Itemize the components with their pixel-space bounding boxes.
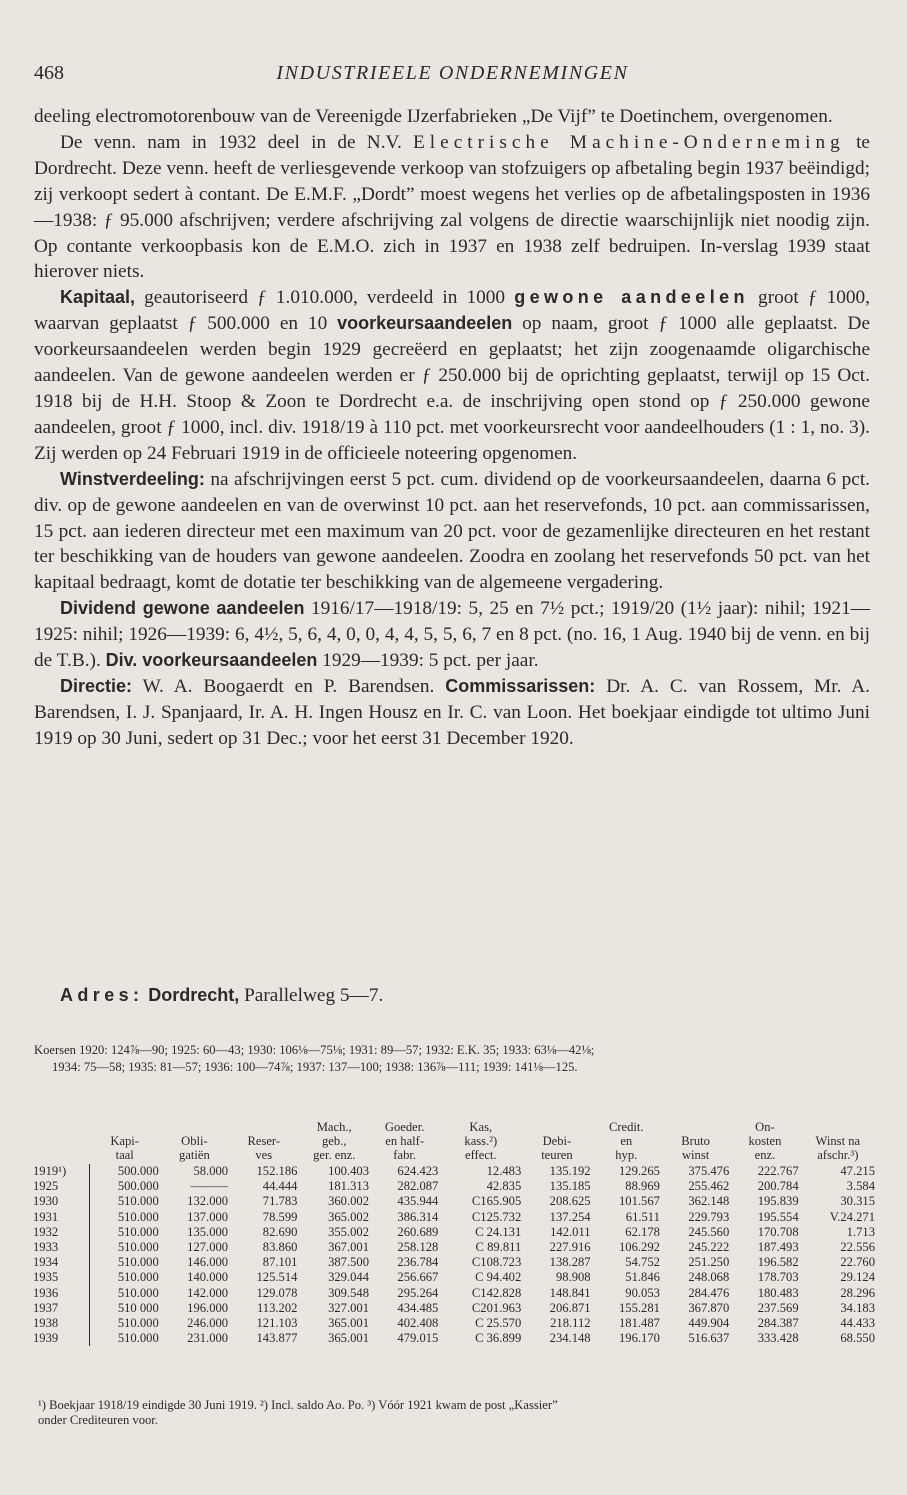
table-header-cell	[32, 1120, 90, 1164]
table-cell: 329.044	[328, 1270, 369, 1285]
table-cell: 362.148	[688, 1194, 730, 1209]
table-cell: C 25.570	[475, 1316, 522, 1331]
table-cell: 360.002	[328, 1194, 369, 1209]
paragraph-kapitaal	[34, 285, 870, 466]
table-header-line: kass.²)	[464, 1134, 498, 1148]
table-cell: 143.877	[256, 1331, 298, 1346]
table-cell: ———	[190, 1179, 229, 1194]
table-header-cell	[90, 1120, 160, 1164]
table-cell: 222.767	[757, 1164, 799, 1178]
winstverdeeling-text: na afschrijvingen eerst 5 pct. cum. dividend op de voorkeursaandeelen, daarna 6 pct. div. op de gewone aandeelen en van de overwinst 10 pct. aan het reservefonds, 10 pct. aan commissarissen, 15 pct. aan iederen directeur met een maximum van 20 pct. voor de gezamenlijke directeuren en het restant ter beschikking van de houders van gewone aandeelen. Zoodra en zoolang het reservefonds 50 pct. van het kapitaal bedraagt, komt de dotatie ter beschikking van de algemeene vergadering.	[34, 468, 870, 594]
table-cell: 152.186	[256, 1164, 298, 1178]
table-cell: 282.087	[397, 1179, 439, 1194]
table-cell: 479.015	[397, 1331, 439, 1346]
table-header-line: teuren	[541, 1148, 573, 1162]
table-cell: 125.514	[256, 1270, 298, 1285]
table-cell: 1919¹)	[32, 1164, 90, 1179]
table-cell: 435.944	[397, 1194, 439, 1209]
table-cell: 208.625	[549, 1194, 591, 1209]
table-row	[32, 1255, 876, 1270]
kapitaal-text-b: geautoriseerd ƒ 1.010.000, verdeeld in 1000	[135, 287, 515, 309]
table-cell: 148.841	[549, 1285, 591, 1300]
table-cell: 1.713	[846, 1224, 875, 1239]
table-cell: 206.871	[549, 1300, 591, 1315]
paragraph-emo-text-c: te Dordrecht. Deze venn. heeft de verliesgevende verkoop van stofzuigers op afbetaling begin 1937 beëindigd; zij verkoopt sedert à contant. De E.M.F. „Dordt” moest wegens het verlies op de afbetalingsposten in 1936—1938: ƒ 95.000 afschrijven; verdere afschrijving zal volgens de directie waarschijnlijk niet noodig zijn. Op contante verkoopbasis kon de E.M.O. zich in 1937 en 1938 zelf bedruipen. In-verslag 1939 staat hierover niets.	[34, 131, 870, 283]
table-cell: 1925	[32, 1179, 90, 1194]
table-cell: 234.148	[549, 1331, 591, 1346]
table-header-cell	[522, 1120, 591, 1164]
table-cell: 284.387	[757, 1316, 799, 1331]
article-body	[34, 104, 870, 752]
table-header-line	[33, 1134, 89, 1148]
table-cell: 44.433	[840, 1316, 875, 1331]
financial-table-body	[32, 1164, 876, 1346]
table-header-cell	[730, 1120, 799, 1164]
table-header-line: Credit.	[608, 1120, 644, 1134]
table-cell: C 24.131	[475, 1224, 522, 1239]
table-header-line: en	[620, 1134, 633, 1148]
table-cell: 101.567	[619, 1194, 660, 1209]
label-kapitaal: Kapitaal,	[60, 287, 136, 308]
table-cell: 121.103	[256, 1316, 298, 1331]
koersen-block	[34, 1042, 874, 1076]
table-cell: 137.254	[549, 1209, 591, 1224]
table-cell: 71.783	[262, 1194, 298, 1209]
table-cell: 255.462	[688, 1179, 730, 1194]
table-header-line: fabr.	[393, 1148, 417, 1162]
table-cell: 30.315	[840, 1194, 875, 1209]
table-header-line: Obli-	[181, 1134, 208, 1148]
table-header-line: winst	[681, 1148, 710, 1162]
label-directie: Directie:	[60, 675, 133, 696]
table-row	[32, 1316, 876, 1331]
table-cell: 135.185	[549, 1179, 591, 1194]
table-cell: 88.969	[625, 1179, 660, 1194]
table-cell: 82.690	[262, 1224, 298, 1239]
table-row	[32, 1286, 876, 1301]
footnote-line-1: ¹) Boekjaar 1918/19 eindigde 30 Juni 1919. ²) Incl. saldo Ao. Po. ³) Vóór 1921 kwam de post „Kassier”	[38, 1398, 558, 1412]
page-title: INDUSTRIEELE ONDERNEMINGEN	[276, 62, 629, 84]
table-header-line	[801, 1120, 875, 1134]
table-header-cell	[370, 1120, 439, 1164]
table-cell: 367.001	[328, 1240, 369, 1255]
koersen-line-2: 1934: 75—58; 1935: 81—57; 1936: 100—74⅞; 1937: 137—100; 1938: 136⅞—111; 1939: 141⅛—125.	[52, 1060, 578, 1074]
table-cell: 90.053	[625, 1285, 660, 1300]
table-cell: 127.000	[187, 1240, 229, 1255]
table-row	[32, 1225, 876, 1240]
paragraph-dividend	[34, 596, 870, 674]
table-header-line: gatiën	[179, 1148, 210, 1162]
table-header-line	[523, 1120, 590, 1134]
table-header-line: en half-	[385, 1134, 425, 1148]
table-cell: 510 000	[117, 1300, 159, 1315]
table-cell: 181.487	[619, 1316, 660, 1331]
table-cell: 386.314	[397, 1209, 439, 1224]
table-header-row	[32, 1120, 876, 1164]
table-cell: 1937	[32, 1301, 90, 1316]
paragraph-intro	[34, 104, 870, 130]
kapitaal-text-d: groot ƒ 1000, waarvan geplaatst ƒ 500.000 en 10	[34, 287, 870, 335]
table-cell: 83.860	[262, 1240, 298, 1255]
table-cell: 113.202	[256, 1300, 298, 1315]
table-row	[32, 1194, 876, 1209]
table-header-line: enz.	[754, 1148, 776, 1162]
table-cell: 22.760	[840, 1255, 875, 1270]
table-row	[32, 1179, 876, 1194]
table-cell: 327.001	[328, 1300, 369, 1315]
table-cell: 132.000	[187, 1194, 229, 1209]
paragraph-directie	[34, 674, 870, 752]
table-cell: C 89.811	[475, 1240, 522, 1255]
dividend-text-b: 1916/17—1918/19: 5, 25 en 7½ pct.; 1919/20 (1½ jaar): nihil; 1921—1925: nihil; 1926—1939: 6, 4½, 5, 6, 4, 0, 0, 4, 4, 5, 5, 6, 7 en 8 pct. (no. 16, 1 Aug. 1940 bij de venn. en bij de T.B.).	[34, 598, 870, 672]
table-cell: 1939	[32, 1331, 90, 1346]
table-cell: 140.000	[187, 1270, 229, 1285]
table-cell: 248.068	[688, 1270, 730, 1285]
table-cell: 61.511	[625, 1209, 660, 1224]
paragraph-emo-text-a: De venn. nam in 1932 deel in de N.V.	[60, 131, 414, 153]
table-row	[32, 1270, 876, 1285]
table-cell: C165.905	[471, 1194, 522, 1209]
dividend-text-d: 1929—1939: 5 pct. per jaar.	[317, 650, 539, 672]
table-cell: 500.000	[117, 1164, 159, 1178]
table-header-line	[91, 1120, 159, 1134]
table-cell: 98.908	[555, 1270, 591, 1285]
table-header-line: ves	[255, 1148, 273, 1162]
table-cell: 180.483	[757, 1285, 799, 1300]
table-cell: 367.870	[688, 1300, 730, 1315]
table-cell: C 36.899	[475, 1331, 522, 1346]
financial-table	[32, 1120, 876, 1346]
table-cell: 510.000	[117, 1224, 159, 1239]
table-cell: 1930	[32, 1194, 90, 1209]
table-header-cell	[661, 1120, 730, 1164]
table-cell: 54.752	[625, 1255, 660, 1270]
kapitaal-text-f: op naam, groot ƒ 1000 alle geplaatst. De voorkeursaandeelen werden begin 1929 gecreëerd en geplaatst; het zijn zoogenaamde oligarchische aandeelen. Van de gewone aandeelen werden er ƒ 250.000 bij de oprichting geplaatst, terwijl op 15 Oct. 1918 bij de H.H. Stoop & Zoon te Dordrecht e.a. de inschrijving open stond op ƒ 250.000 gewone aandeelen, groot ƒ 1000, incl. div. 1918/19 à 110 pct. met voorkeursrecht voor aandeelhouders (1 : 1, no. 3). Zij werden op 24 Februari 1919 in de officieele noteering opgenomen.	[34, 313, 870, 464]
table-row	[32, 1210, 876, 1225]
table-cell: 68.550	[840, 1331, 875, 1346]
table-cell: 187.493	[757, 1240, 799, 1255]
table-header-line: Kas,	[469, 1120, 493, 1134]
address-line	[60, 985, 383, 1007]
table-cell: 62.178	[625, 1224, 660, 1239]
label-div-voorkeurs: Div. voorkeursaandeelen	[105, 650, 318, 671]
table-cell: 12.483	[486, 1164, 522, 1178]
table-cell: C142.828	[471, 1285, 522, 1300]
table-cell: 309.548	[328, 1285, 369, 1300]
table-header-line: Mach.,	[316, 1120, 352, 1134]
table-cell: 510.000	[117, 1331, 159, 1346]
table-cell: 258.128	[397, 1240, 439, 1255]
table-cell: C108.723	[471, 1255, 522, 1270]
table-cell: 1934	[32, 1255, 90, 1270]
table-header-cell	[298, 1120, 370, 1164]
table-cell: 29.124	[840, 1270, 875, 1285]
address-street: Parallelweg 5—7.	[239, 985, 384, 1006]
table-cell: 449.904	[688, 1316, 730, 1331]
table-cell: 135.192	[549, 1164, 591, 1178]
table-header-line: taal	[115, 1148, 134, 1162]
table-cell: 1936	[32, 1286, 90, 1301]
table-cell: 236.784	[397, 1255, 439, 1270]
address-city: Dordrecht,	[148, 985, 240, 1005]
table-cell: 229.793	[688, 1209, 730, 1224]
table-cell: 251.250	[688, 1255, 730, 1270]
table-cell: 87.101	[262, 1255, 298, 1270]
table-header-cell	[229, 1120, 298, 1164]
table-cell: C125.732	[471, 1209, 522, 1224]
table-cell: 106.292	[619, 1240, 660, 1255]
page-header	[34, 62, 871, 88]
table-cell: 516.637	[688, 1331, 730, 1346]
table-cell: 1933	[32, 1240, 90, 1255]
table-cell: 200.784	[757, 1179, 799, 1194]
table-header-line: Reser-	[247, 1134, 281, 1148]
table-cell: 47.215	[840, 1164, 875, 1178]
table-cell: 170.708	[757, 1224, 799, 1239]
table-header-line: Goeder.	[384, 1120, 425, 1134]
page-number: 468	[34, 62, 64, 84]
label-winstverdeeling: Winstverdeeling:	[60, 468, 205, 489]
table-cell: 510.000	[117, 1270, 159, 1285]
table-cell: 142.011	[550, 1224, 591, 1239]
table-header-line: Debi-	[542, 1134, 572, 1148]
table-header-line: hyp.	[615, 1148, 638, 1162]
table-cell: 434.485	[397, 1300, 439, 1315]
table-cell: 510.000	[117, 1209, 159, 1224]
table-cell: 355.002	[328, 1224, 369, 1239]
table-cell: 227.916	[549, 1240, 591, 1255]
table-cell: 34.183	[840, 1300, 875, 1315]
table-cell: 387.500	[328, 1255, 369, 1270]
table-cell: 135.000	[187, 1224, 229, 1239]
table-row	[32, 1301, 876, 1316]
directie-text-b: W. A. Boogaerdt en P. Barendsen.	[132, 675, 446, 697]
company-name-spaced: Electrische Machine-Onderneming	[413, 131, 845, 153]
table-cell: 129.078	[256, 1285, 298, 1300]
table-cell: 100.403	[328, 1164, 369, 1178]
table-header-line	[33, 1120, 89, 1134]
table-cell: 155.281	[619, 1300, 660, 1315]
table-header-line: On-	[755, 1120, 775, 1134]
table-cell: C 94.402	[475, 1270, 522, 1285]
table-cell: 196.170	[619, 1331, 660, 1346]
table-cell: 195.839	[757, 1194, 799, 1209]
table-cell: 365.001	[328, 1331, 369, 1346]
table-cell: 245.222	[688, 1240, 730, 1255]
table-header-cell	[800, 1120, 876, 1164]
table-cell: 402.408	[397, 1316, 439, 1331]
table-cell: 28.296	[840, 1285, 875, 1300]
table-header-line: ger. enz.	[313, 1148, 356, 1162]
table-header-line: kosten	[748, 1134, 782, 1148]
table-cell: 500.000	[117, 1179, 159, 1194]
table-header-line: Bruto	[681, 1134, 710, 1148]
table-cell: 256.667	[397, 1270, 439, 1285]
table-row	[32, 1240, 876, 1255]
table-cell: 1938	[32, 1316, 90, 1331]
table-cell: 195.554	[757, 1209, 799, 1224]
table-header-line	[33, 1148, 89, 1162]
table-header-cell	[592, 1120, 661, 1164]
footnotes	[38, 1398, 874, 1428]
table-cell: 1931	[32, 1210, 90, 1225]
table-cell: 365.001	[328, 1316, 369, 1331]
paragraph-intro-text: deeling electromotorenbouw van de Vereenigde IJzerfabrieken „De Vijf” te Doetinchem, overgenomen.	[34, 106, 833, 127]
table-cell: 44.444	[262, 1179, 298, 1194]
table-cell: 510.000	[117, 1255, 159, 1270]
table-cell: 237.569	[757, 1300, 799, 1315]
table-cell: 365.002	[328, 1209, 369, 1224]
directie-text-d: Dr. A. C. van Rossem, Mr. A. Barendsen, I. J. Spanjaard, Ir. A. H. Ingen Housz en Ir. C. van Loon. Het boekjaar eindigde tot ultimo Juni 1919 op 30 Juni, sedert op 31 Dec.; voor het eerst 31 December 1920.	[34, 675, 870, 749]
label-voorkeursaandeelen: voorkeursaandeelen	[337, 313, 513, 334]
table-header-line: Winst na	[815, 1134, 861, 1148]
table-cell: 78.599	[262, 1209, 298, 1224]
label-adres: Adres:	[60, 985, 144, 1005]
table-cell: 51.846	[625, 1270, 660, 1285]
table-cell: 129.265	[619, 1164, 660, 1178]
table-header-line	[161, 1120, 228, 1134]
table-cell: 510.000	[117, 1285, 159, 1300]
koersen-line-1: Koersen 1920: 124⅞—90; 1925: 60—43; 1930: 106⅛—75⅛; 1931: 89—57; 1932: E.K. 35; 1933: 63⅛—42⅛;	[34, 1043, 595, 1057]
table-header-line	[662, 1120, 729, 1134]
table-cell: 146.000	[187, 1255, 229, 1270]
table-header-line: Kapi-	[110, 1134, 140, 1148]
table-header-line: effect.	[465, 1148, 497, 1162]
label-gewone-aandeelen: gewone aandeelen	[514, 287, 749, 308]
table-cell: 196.582	[757, 1255, 799, 1270]
table-row	[32, 1164, 876, 1179]
table-header-cell	[160, 1120, 229, 1164]
paragraph-emo	[34, 130, 870, 285]
table-cell: 196.000	[187, 1300, 229, 1315]
footnote-line-2: onder Crediteuren voor.	[38, 1413, 158, 1427]
table-header-cell	[439, 1120, 522, 1164]
paragraph-winstverdeeling	[34, 467, 870, 597]
label-dividend-gewone: Dividend gewone aandeelen	[60, 598, 305, 619]
table-cell: 1932	[32, 1225, 90, 1240]
table-cell: 142.000	[187, 1285, 229, 1300]
table-cell: 178.703	[757, 1270, 799, 1285]
table-cell: 333.428	[757, 1331, 799, 1346]
table-cell: 42.835	[486, 1179, 522, 1194]
table-cell: C201.963	[471, 1300, 522, 1315]
table-cell: 137.000	[187, 1209, 229, 1224]
table-cell: 260.689	[397, 1224, 439, 1239]
table-cell: 510.000	[117, 1316, 159, 1331]
table-header-line: geb.,	[321, 1134, 347, 1148]
table-cell: 22.556	[840, 1240, 875, 1255]
table-cell: 284.476	[688, 1285, 730, 1300]
table-cell: V.24.271	[829, 1209, 875, 1224]
table-cell: 1935	[32, 1270, 90, 1285]
table-header-line	[230, 1120, 297, 1134]
table-header-line: afschr.³)	[817, 1148, 859, 1162]
table-cell: 245.560	[688, 1224, 730, 1239]
financial-table-head	[32, 1120, 876, 1164]
table-cell: 246.000	[187, 1316, 229, 1331]
table-cell: 3.584	[846, 1179, 875, 1194]
table-row	[32, 1331, 876, 1346]
label-commissarissen: Commissarissen:	[445, 675, 596, 696]
table-cell: 138.287	[549, 1255, 591, 1270]
table-cell: 231.000	[187, 1331, 229, 1346]
table-cell: 58.000	[193, 1164, 229, 1178]
table-cell: 218.112	[550, 1316, 591, 1331]
table-cell: 510.000	[117, 1240, 159, 1255]
table-cell: 624.423	[397, 1164, 439, 1178]
table-cell: 181.313	[328, 1179, 369, 1194]
table-cell: 375.476	[688, 1164, 730, 1178]
table-cell: 510.000	[117, 1194, 159, 1209]
table-cell: 295.264	[397, 1285, 439, 1300]
